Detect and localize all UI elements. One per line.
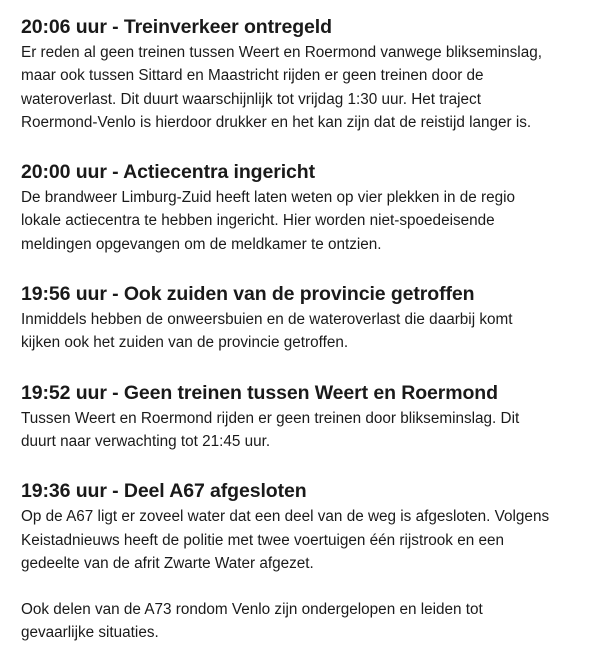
entry-title: 19:52 uur - Geen treinen tussen Weert en Roermond	[21, 381, 498, 404]
entry-title: 20:06 uur - Treinverkeer ontregeld	[21, 16, 332, 38]
entry-paragraph: Ook delen van de A73 rondom Venlo zijn ondergelopen en leiden tot gevaarlijke situaties.	[21, 601, 483, 642]
entry-paragraph: Tussen Weert en Roermond rijden er geen treinen door blikseminslag. Dit duurt naar verwachting tot 21:45 uur.	[21, 409, 520, 450]
entry-body	[21, 41, 595, 134]
entry-paragraph: De brandweer Limburg-Zuid heeft laten weten op vier plekken in de regio lokale actiecentra te hebben ingericht. Hier worden niet-spoedeisende meldingen opgevangen om de meldkamer te ontzien.	[21, 189, 516, 253]
liveblog-entry	[21, 159, 595, 256]
liveblog-entry	[21, 478, 595, 644]
liveblog-entry	[21, 14, 595, 134]
entry-title: 20:00 uur - Actiecentra ingericht	[21, 161, 315, 184]
liveblog-entry	[21, 281, 595, 355]
entry-body	[21, 407, 595, 454]
entry-paragraph: Op de A67 ligt er zoveel water dat een deel van de weg is afgesloten. Volgens Keistadnieuws heeft de politie met twee voertuigen één rijstrook en een gedeelte van de afrit Zwarte Water afgezet.	[21, 508, 550, 572]
entry-body	[21, 505, 595, 644]
entry-paragraph: Er reden al geen treinen tussen Weert en Roermond vanwege blikseminslag, maar ook tussen Sittard en Maastricht rijden er geen treinen door de wateroverlast. Dit duurt waarschijnlijk tot vrijdag 1:30 uur. Het traject Roermond-Venlo is hierdoor drukker en het kan zijn dat de reistijd langer is.	[21, 44, 542, 131]
liveblog-entry	[21, 380, 595, 454]
entry-body	[21, 308, 595, 355]
entry-paragraph: Inmiddels hebben de onweersbuien en de wateroverlast die daarbij komt kijken ook het zuiden van de provincie getroffen.	[21, 311, 513, 352]
entry-title: 19:36 uur - Deel A67 afgesloten	[21, 480, 307, 503]
entry-body	[21, 186, 595, 256]
entry-title: 19:56 uur - Ook zuiden van de provincie getroffen	[21, 283, 475, 306]
